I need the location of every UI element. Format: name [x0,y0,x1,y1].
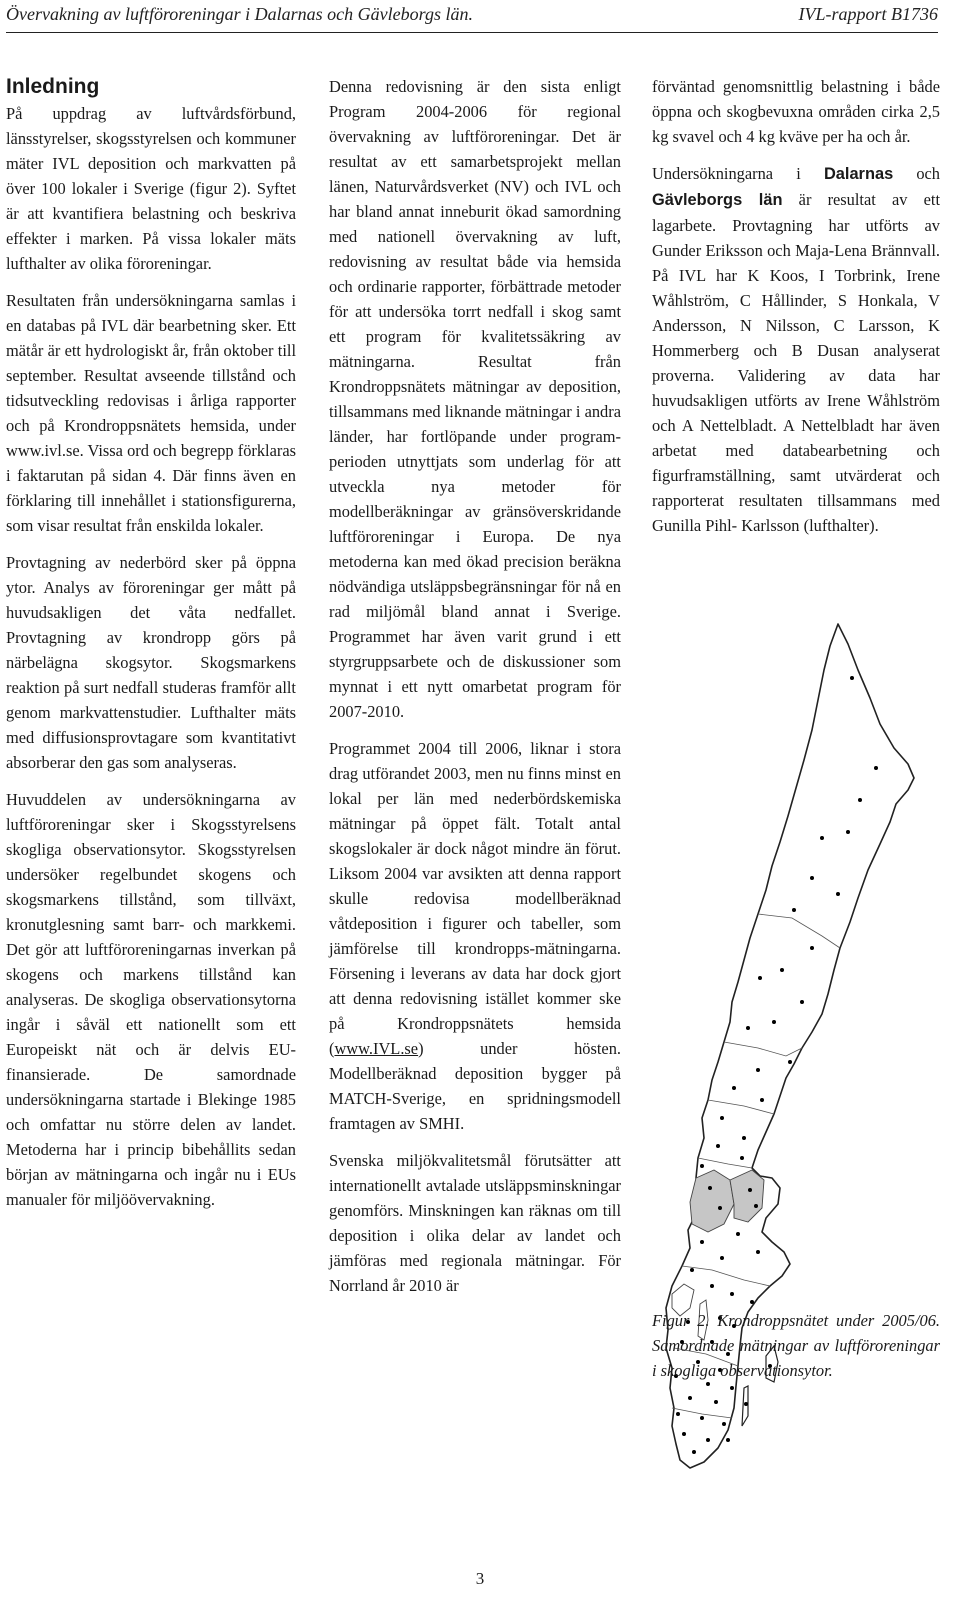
column-left [6,74,296,1224]
station-dot [772,1020,776,1024]
paragraph-observation-plots: Huvuddelen av undersökningarna av luftföroreningar sker i Skogsstyrelsens skogliga observationsytor. Skogsstyrelsen undersöker regelbundet skogens och skogsmarkens tillstånd, som tillväxt, kronutglesning samt barr- och markkemi. Det gör att luftföroreningarnas inverkan på skogens och markens tillstånd kan analyseras. De skogliga observationsytorna ingår i såväl ett nationellt som ett Europeiskt nät och är delvis EU-finansierade. De samordnade undersökningarna startade i Blekinge 1985 och omfattar nu större delen av landet. Metoderna har i princip bibehållits sedan början av mätningarna och ingår nu i EUs manualer för miljöövervakning. [6,790,296,1209]
paragraph-sampling: Provtagning av nederbörd sker på öppna ytor. Analys av föroreningar ger mått på huvudsakligen det våta nedfallet. Provtagning av krondropp görs på närbelägna skogsytor. Skogsmarkens reaktion på surt nedfall studeras framför allt genom markvattenstudier. Lufthalter mäts med diffusionsprovtagare som kvantitativt absorberar den gas som analyseras. [6,553,296,772]
station-dot [710,1284,714,1288]
station-dot [716,1144,720,1148]
section-heading: Inledning [6,75,100,98]
paragraph-program: Denna redovisning är den sista enligt Program 2004-2006 för regional övervakning av luftföroreningar. Det är resultat av ett samarbetsprojekt mellan länen, Naturvårdsverket (NV) och IVL och har bland annat inneburit ökad samordning med nationell övervakning av luft, redovisning av resultat både via hemsida och ordinarie rapporter, förbättrade metoder för att undersöka torrt nedfall i skog samt ett program för kvalitetssäkring av mätningarna. Resultat från Krondroppsnätets mätningar av deposition, tillsammans med liknande mätningar i andra länder, har fortlöpande under program-perioden utnyttjats som underlag för att utveckla nya metoder för modellberäkningar av gränsöverskridande luftföroreningar i Europa. De nya metoderna kan med ökad precision beräkna nödvändiga utsläppsbegränsningar för nå en rad miljömål bland annat i Sverige. Programmet har även varit grund i ett styrgruppsarbete och de diskussioner som mynnat i ett nytt omarbetat program för 2007-2010. [329,77,621,721]
station-dot [750,1300,754,1304]
station-dot [748,1188,752,1192]
station-dot [730,1292,734,1296]
running-header-title: Övervakning av luftföroreningar i Dalarnas och Gävleborgs län. [6,4,473,24]
paragraph-intro: På uppdrag av luftvårdsförbund, länsstyrelser, skogsstyrelsen och kommuner mäter IVL deposition och markvatten på över 100 lokaler i Sverige (figur 2). Syftet är att kvantifiera belastning och beskriva effekter i marken. På vissa lokaler mäts lufthalter av olika föroreningar. [6,104,296,273]
station-dot [800,1000,804,1004]
county-name-gavleborg: Gävleborgs län [652,191,783,209]
station-dot [730,1386,734,1390]
station-dot [810,946,814,950]
station-dot [780,968,784,972]
paragraph-program-2004 [329,736,621,1136]
station-dot [858,798,862,802]
station-dot [792,908,796,912]
station-dot [742,1136,746,1140]
column-right [652,74,940,550]
station-dot [744,1402,748,1406]
station-dot [708,1186,712,1190]
station-dot [722,1422,726,1426]
running-header [6,4,938,30]
station-dot [720,1256,724,1260]
paragraph-text: Programmet 2004 till 2006, liknar i stora drag utförandet 2003, men nu finns minst en lokal per län med nederbördskemiska mätningar på öppet fält. Totalt antal skogslokaler är dock något mindre än förut. Liksom 2004 var avsikten att denna rapport skulle redovisa modellberäknad våtdeposition i figurer och tabeller, som jämförelse till krondropps-mätningarna. Försening i leverans av data har dock gjort att denna redovisning istället kommer ske på Krondroppsnätets hemsida ( [329,739,621,1058]
station-dot [688,1396,692,1400]
station-dot [700,1240,704,1244]
paragraph-results: Resultaten från undersökningarna samlas i en databas på IVL där bearbetning sker. Ett mätår är ett hydrologiskt år, från oktober till september. Resultat avseende tillstånd och tidsutveckling redovisas i årliga rapporter och på Krondroppsnätets hemsida, under www.ivl.se. Vissa ord och begrepp förklaras i faktarutan på sidan 4. Där finns även en förklaring till innehållet i stationsfigurerna, som visar resultat från enskilda lokaler. [6,291,296,535]
station-dot [714,1400,718,1404]
page-number: 3 [475,1569,485,1588]
station-dot [850,676,854,680]
station-dot [700,1416,704,1420]
station-dot [718,1206,722,1210]
paragraph-text: Undersökningarna i [652,164,824,183]
header-rule [6,32,938,33]
station-dot [676,1412,680,1416]
station-dot [740,1156,744,1160]
paragraph-text: ) under hösten. Modellberäknad deposition bygger på MATCH-Sverige, en spridningsmodell framtagen av SMHI. [329,1039,621,1133]
station-dot [810,876,814,880]
paragraph-text: är resultat av ett lagarbete. Provtagning har utförts av Gunder Eriksson och Maja-Lena Brännvall. På IVL har K Koos, I Torbrink, Irene Wåhlström, C Hållinder, S Honkala, V Andersson, N Nilsson, C Larsson, K Hommerberg och B Dusan analyserat proverna. Validering av data har huvudsakligen utförts av Irene Wåhlström och A Nettelbladt. A Nettelbladt har även arbetat med databearbetning och figurframställning, samt utvärderat och rapporterat resultaten tillsammans med Gunilla Pihl- Karlsson (lufthalter). [652,190,940,535]
station-dot [700,1164,704,1168]
station-dot [732,1086,736,1090]
station-dot [760,1098,764,1102]
station-dot [706,1438,710,1442]
station-dot [726,1438,730,1442]
station-dot [690,1268,694,1272]
station-dot [746,1026,750,1030]
station-dot [820,836,824,840]
station-dot [874,766,878,770]
island-oland [742,1386,748,1426]
station-dot [788,1060,792,1064]
station-dot [720,1116,724,1120]
paragraph-environment-goals: Svenska miljökvalitetsmål förutsätter att internationellt avtalade utsläppsminskningar genomförs. Minskningen kan räknas om till deposition i olika delar av landet och jämföras med regionala mätningar. För Norrland år 2010 är [329,1151,621,1295]
station-dot [756,1250,760,1254]
station-dot [758,976,762,980]
running-header-report-id: IVL-rapport B1736 [798,4,938,24]
station-dot [846,830,850,834]
sweden-map-figure [662,618,934,1594]
station-dot [682,1432,686,1436]
station-dot [836,892,840,896]
ivl-link[interactable]: www.IVL.se [334,1039,419,1058]
paragraph-acknowledgements [652,161,940,538]
station-dot [736,1232,740,1236]
column-middle [329,74,621,1310]
paragraph-text: och [893,164,941,183]
station-dot [756,1068,760,1072]
station-dot [692,1450,696,1454]
figure-caption: Figur 2. Krondroppsnätet under 2005/06. Samordnade mätningar av luftföroreningar i skogliga observationsytor. [652,1311,940,1380]
station-dot [754,1204,758,1208]
paragraph-load: förväntad genomsnittlig belastning i både öppna och skogbevuxna områden cirka 2,5 kg svavel och 4 kg kväve per ha och år. [652,77,940,146]
county-name-dalarna: Dalarnas [823,165,894,183]
